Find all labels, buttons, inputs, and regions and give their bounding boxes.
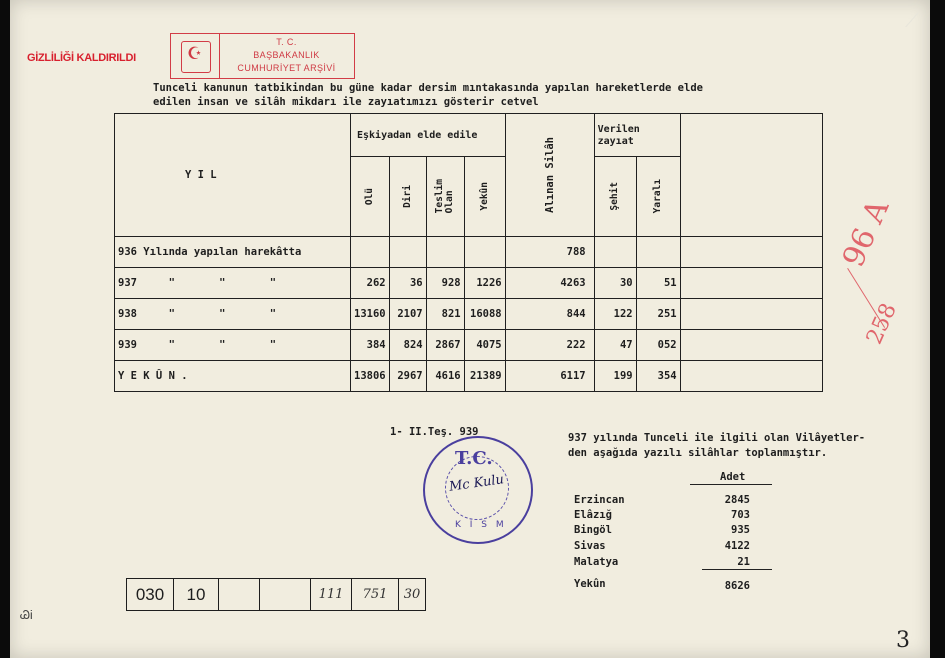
total-rule	[702, 569, 772, 570]
pencil-note-bottom: 258	[862, 299, 902, 349]
margin-mark: ᏊᎥ	[20, 608, 33, 622]
cell-diri: 36	[389, 268, 426, 299]
archive-stamp-line3: CUMHURİYET ARŞİVİ	[237, 63, 336, 73]
cell-yarali: 51	[636, 268, 680, 299]
cell-teslim: 4616	[426, 361, 464, 392]
province-total-value: 8626	[724, 580, 750, 592]
province-value: 2845	[724, 494, 750, 506]
province-value: 21	[737, 556, 750, 568]
cell-diri: 824	[389, 330, 426, 361]
archive-reference-boxes	[126, 578, 426, 611]
header-olu: Ölü	[351, 157, 390, 237]
ref-box: 111	[311, 579, 352, 610]
cell-empty	[680, 268, 822, 299]
cell-yekun	[464, 237, 505, 268]
province-name: Erzincan	[574, 494, 625, 506]
province-value: 4122	[724, 540, 750, 552]
cell-teslim	[426, 237, 464, 268]
header-rule	[690, 484, 772, 485]
row-label: 939 " " "	[115, 330, 351, 361]
signature: Mc Kulu	[448, 472, 505, 495]
cell-yekun: 21389	[464, 361, 505, 392]
corner-mark-top-right: ⟋	[905, 8, 919, 32]
cell-empty	[680, 361, 822, 392]
cell-sehit	[594, 237, 636, 268]
cell-olu: 384	[351, 330, 390, 361]
header-teslim-olan: Teslim Olan	[426, 157, 464, 237]
cell-yarali: 052	[636, 330, 680, 361]
row-label: 938 " " "	[115, 299, 351, 330]
header-empty	[680, 114, 822, 237]
ref-box: 751	[352, 579, 399, 610]
province-name: Bingöl	[574, 524, 612, 536]
cell-silah: 4263	[505, 268, 594, 299]
cell-yarali: 251	[636, 299, 680, 330]
declassified-stamp: GİZLİLİĞİ KALDIRILDI	[27, 52, 136, 64]
cell-yekun: 4075	[464, 330, 505, 361]
header-sehit: Şehit	[594, 157, 636, 237]
pencil-note-top: 96 A	[836, 194, 897, 273]
cell-olu	[351, 237, 390, 268]
province-name: Malatya	[574, 556, 619, 568]
date-line: 1- II.Teş. 939	[390, 426, 479, 438]
page-number: 3	[896, 628, 910, 653]
province-value: 935	[731, 524, 750, 536]
cell-diri: 2107	[389, 299, 426, 330]
province-total-label: Yekûn	[574, 578, 606, 590]
cell-diri	[389, 237, 426, 268]
table-total-row	[115, 361, 823, 392]
ref-box: 030	[127, 579, 174, 610]
document-heading: Tunceli kanunun tatbikindan bu güne kadar dersim mıntakasında yapılan hareketlerde elde edilen insan ve silâh mikdarı ile zayıatımızı gösterir cetvel	[153, 82, 703, 108]
archive-stamp-line1: T. C.	[276, 37, 297, 47]
cell-teslim: 928	[426, 268, 464, 299]
province-value: 703	[731, 509, 750, 521]
cell-yarali: 354	[636, 361, 680, 392]
header-yil: Y I L	[115, 114, 351, 237]
cell-sehit: 30	[594, 268, 636, 299]
table-row	[115, 299, 823, 330]
cell-yekun: 1226	[464, 268, 505, 299]
header-yarali: Yaralı	[636, 157, 680, 237]
cell-olu: 13806	[351, 361, 390, 392]
header-diri: Diri	[389, 157, 426, 237]
ref-box: 10	[174, 579, 219, 610]
total-label: Y E K Û N .	[115, 361, 351, 392]
table-row	[115, 237, 823, 268]
table-row	[115, 330, 823, 361]
cell-empty	[680, 237, 822, 268]
cell-olu: 13160	[351, 299, 390, 330]
cell-empty	[680, 299, 822, 330]
cell-yekun: 16088	[464, 299, 505, 330]
crescent-star-icon: ☪	[171, 34, 220, 78]
header-eskiya-group: Eşkiyadan elde edile	[351, 114, 506, 157]
archive-stamp	[170, 33, 355, 79]
province-name: Elâzığ	[574, 509, 612, 521]
cell-teslim: 2867	[426, 330, 464, 361]
ref-box: 30	[403, 587, 421, 602]
header-yekun: Yekûn	[464, 157, 505, 237]
seal-bottom: K I S M	[455, 520, 507, 530]
cell-silah: 788	[505, 237, 594, 268]
row-label: 936 Yılında yapılan harekâtta	[115, 237, 351, 268]
row-label: 937 " " "	[115, 268, 351, 299]
ref-box	[260, 579, 311, 610]
cell-teslim: 821	[426, 299, 464, 330]
cell-empty	[680, 330, 822, 361]
cell-yarali	[636, 237, 680, 268]
casualty-table	[114, 113, 823, 392]
province-count-header: Adet	[720, 471, 746, 483]
cell-diri: 2967	[389, 361, 426, 392]
cell-silah: 6117	[505, 361, 594, 392]
cell-sehit: 47	[594, 330, 636, 361]
header-alinan-silah: Alınan Silâh	[505, 114, 594, 237]
archive-stamp-line2: BAŞBAKANLIK	[253, 50, 320, 60]
ref-box	[219, 579, 260, 610]
seal-center: T.C.	[455, 448, 493, 469]
cell-silah: 844	[505, 299, 594, 330]
cell-sehit: 199	[594, 361, 636, 392]
cell-sehit: 122	[594, 299, 636, 330]
cell-olu: 262	[351, 268, 390, 299]
province-name: Sivas	[574, 540, 606, 552]
header-zayiat-group: Verilen zayıat	[594, 114, 680, 157]
table-row	[115, 268, 823, 299]
official-seal	[423, 436, 533, 544]
province-note: 937 yılında Tunceli ile ilgili olan Vilâyetler- den aşağıda yazılı silâhlar toplanmıştır.	[568, 432, 866, 459]
cell-silah: 222	[505, 330, 594, 361]
